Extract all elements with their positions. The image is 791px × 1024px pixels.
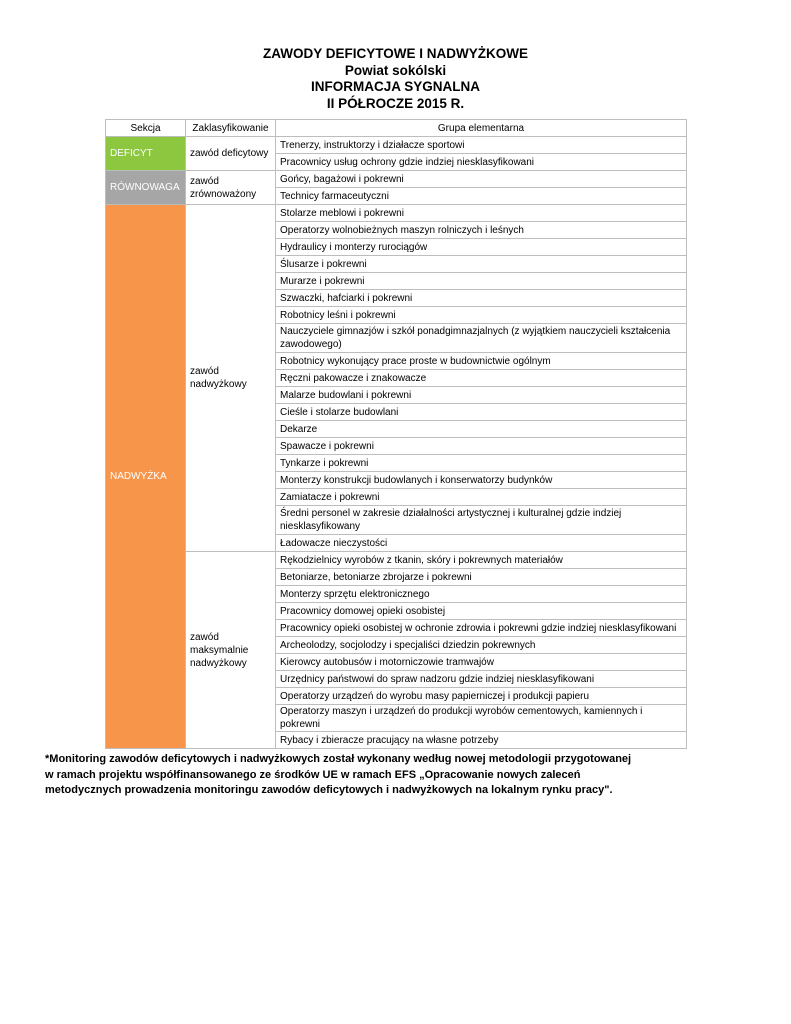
occupation-group-cell: Pracownicy usług ochrony gdzie indziej niesklasyfikowani — [276, 154, 687, 171]
occupation-group-cell: Gońcy, bagażowi i pokrewni — [276, 171, 687, 188]
occupation-group-cell: Rękodzielnicy wyrobów z tkanin, skóry i pokrewnych materiałów — [276, 552, 687, 569]
occupation-group-cell: Pracownicy domowej opieki osobistej — [276, 603, 687, 620]
occupation-group-cell: Stolarze meblowi i pokrewni — [276, 205, 687, 222]
occupation-group-cell: Monterzy konstrukcji budowlanych i konserwatorzy budynków — [276, 472, 687, 489]
classification-cell: zawód deficytowy — [186, 137, 276, 171]
occupation-group-cell: Technicy farmaceutyczni — [276, 188, 687, 205]
footnote — [45, 752, 745, 799]
occupation-group-cell: Tynkarze i pokrewni — [276, 455, 687, 472]
table-body — [106, 137, 687, 749]
occupation-group-cell: Hydraulicy i monterzy rurociągów — [276, 239, 687, 256]
title-block — [0, 46, 791, 112]
classification-cell: zawód nadwyżkowy — [186, 205, 276, 552]
occupation-group-cell: Pracownicy opieki osobistej w ochronie zdrowia i pokrewni gdzie indziej niesklasyfikowani — [276, 620, 687, 637]
occupation-group-cell: Urzędnicy państwowi do spraw nadzoru gdzie indziej niesklasyfikowani — [276, 671, 687, 688]
occupation-group-cell: Murarze i pokrewni — [276, 273, 687, 290]
occupation-group-cell: Rybacy i zbieracze pracujący na własne potrzeby — [276, 732, 687, 749]
occupation-group-cell: Cieśle i stolarze budowlani — [276, 404, 687, 421]
section-cell: NADWYŻKA — [106, 205, 186, 749]
occupation-group-cell: Operatorzy urządzeń do wyrobu masy papierniczej i produkcji papieru — [276, 688, 687, 705]
occupation-group-cell: Betoniarze, betoniarze zbrojarze i pokrewni — [276, 569, 687, 586]
occupation-group-cell: Kierowcy autobusów i motorniczowie tramwajów — [276, 654, 687, 671]
section-cell: RÓWNOWAGA — [106, 171, 186, 205]
occupation-group-cell: Dekarze — [276, 421, 687, 438]
occupation-group-cell: Nauczyciele gimnazjów i szkół ponadgimnazjalnych (z wyjątkiem nauczycieli kształcenia zawodowego) — [276, 324, 687, 353]
occupation-group-cell: Ślusarze i pokrewni — [276, 256, 687, 273]
occupation-group-cell: Monterzy sprzętu elektronicznego — [276, 586, 687, 603]
table-row — [106, 552, 687, 569]
classification-cell: zawód maksymalnie nadwyżkowy — [186, 552, 276, 749]
column-header-grupa: Grupa elementarna — [276, 120, 687, 137]
occupation-group-cell: Szwaczki, hafciarki i pokrewni — [276, 290, 687, 307]
occupation-group-cell: Spawacze i pokrewni — [276, 438, 687, 455]
footnote-line-3: metodycznych prowadzenia monitoringu zawodów deficytowych i nadwyżkowych na lokalnym rynku pracy". — [45, 784, 613, 796]
section-cell: DEFICYT — [106, 137, 186, 171]
column-header-sekcja: Sekcja — [106, 120, 186, 137]
report-title: ZAWODY DEFICYTOWE I NADWYŻKOWE — [263, 46, 528, 61]
footnote-line-1: *Monitoring zawodów deficytowych i nadwyżkowych został wykonany według nowej metodologii przygotowanej — [45, 753, 632, 765]
table-row — [106, 137, 687, 154]
occupation-group-cell: Operatorzy maszyn i urządzeń do produkcji wyrobów cementowych, kamiennych i pokrewni — [276, 705, 687, 732]
report-region: Powiat sokólski — [344, 62, 447, 78]
classification-cell: zawód zrównoważony — [186, 171, 276, 205]
occupation-group-cell: Operatorzy wolnobieżnych maszyn rolniczych i leśnych — [276, 222, 687, 239]
report-period: II PÓŁROCZE 2015 R. — [326, 95, 465, 111]
occupation-group-cell: Średni personel w zakresie działalności artystycznej i kulturalnej gdzie indziej niesklasyfikowany — [276, 506, 687, 535]
occupation-group-cell: Archeolodzy, socjolodzy i specjaliści dziedzin pokrewnych — [276, 637, 687, 654]
occupation-group-cell: Ręczni pakowacze i znakowacze — [276, 370, 687, 387]
occupation-group-cell: Ładowacze nieczystości — [276, 535, 687, 552]
footnote-line-2: w ramach projektu współfinansowanego ze środków UE w ramach EFS „Opracowanie nowych zaleceń — [45, 768, 581, 781]
occupation-group-cell: Zamiatacze i pokrewni — [276, 489, 687, 506]
occupation-group-cell: Trenerzy, instruktorzy i działacze sportowi — [276, 137, 687, 154]
report-type: INFORMACJA SYGNALNA — [310, 79, 480, 94]
occupation-group-cell: Robotnicy leśni i pokrewni — [276, 307, 687, 324]
table-row — [106, 205, 687, 222]
occupation-group-cell: Robotnicy wykonujący prace proste w budownictwie ogólnym — [276, 353, 687, 370]
table-row — [106, 171, 687, 188]
table-header-row — [106, 120, 687, 137]
occupation-group-cell: Malarze budowlani i pokrewni — [276, 387, 687, 404]
column-header-zaklasyfikowanie: Zaklasyfikowanie — [186, 120, 276, 137]
occupations-table — [105, 119, 687, 749]
